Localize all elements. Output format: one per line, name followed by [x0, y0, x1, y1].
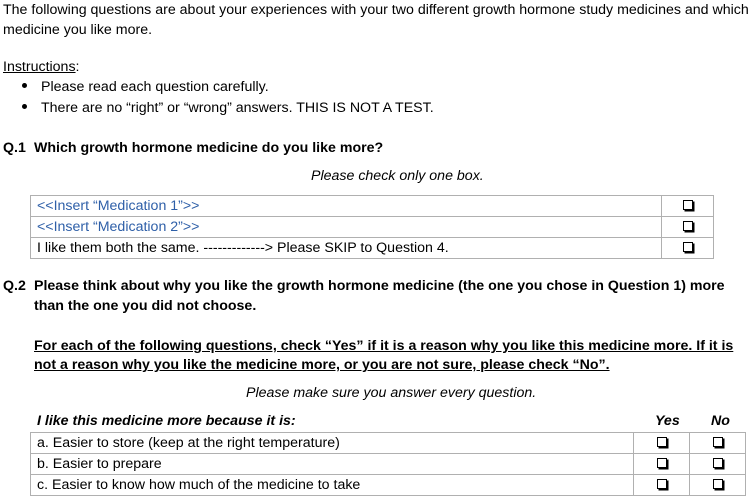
q1-checkbox-cell	[662, 196, 714, 217]
yes-checkbox[interactable]	[657, 458, 667, 468]
q1-checkbox-cell	[662, 217, 714, 238]
table-row	[31, 217, 714, 238]
checkbox[interactable]	[683, 221, 693, 231]
q2-instructions-line2: not a reason why you like the medicine more, or you are not sure, please check “No”.	[34, 357, 610, 373]
table-row	[31, 433, 746, 454]
table-row	[31, 238, 714, 259]
instructions-heading: Instructions:	[3, 59, 80, 75]
q2-question-line1: Please think about why you like the growth hormone medicine (the one you chose in Question 1) more	[34, 278, 725, 294]
q1-number: Q.1	[3, 140, 26, 156]
q2-table-header: I like this medicine more because it is:	[37, 413, 296, 429]
no-checkbox-cell	[690, 454, 746, 475]
q2-note: Please make sure you answer every question.	[246, 385, 537, 401]
bullet-icon	[22, 83, 27, 88]
yes-checkbox-cell	[634, 454, 690, 475]
checkbox[interactable]	[683, 200, 693, 210]
yes-checkbox-cell	[634, 475, 690, 496]
q1-checkbox-cell	[662, 238, 714, 259]
yes-column-header: Yes	[655, 413, 680, 429]
q1-note: Please check only one box.	[311, 168, 484, 184]
q1-option-label: I like them both the same. -------------> Please SKIP to Question 4.	[31, 238, 662, 259]
bullet-item: There are no “right” or “wrong” answers. THIS IS NOT A TEST.	[22, 100, 434, 116]
bullet-icon	[22, 104, 27, 109]
q1-table	[30, 195, 714, 259]
yes-checkbox[interactable]	[657, 437, 667, 447]
q1-question: Which growth hormone medicine do you like more?	[34, 140, 384, 156]
no-column-header: No	[711, 413, 730, 429]
q2-number: Q.2	[3, 278, 26, 294]
yes-checkbox[interactable]	[657, 479, 667, 489]
no-checkbox[interactable]	[713, 458, 723, 468]
no-checkbox[interactable]	[713, 437, 723, 447]
yes-checkbox-cell	[634, 433, 690, 454]
q2-reason-label: a. Easier to store (keep at the right temperature)	[31, 433, 634, 454]
q2-question-line2: than the one you did not choose.	[34, 298, 257, 314]
table-row	[31, 475, 746, 496]
q2-table	[30, 432, 746, 496]
no-checkbox-cell	[690, 475, 746, 496]
q2-reason-label: b. Easier to prepare	[31, 454, 634, 475]
q2-instructions-line1: For each of the following questions, check “Yes” if it is a reason why you like this medicine more. If it is	[34, 338, 734, 354]
q1-option-label: <<Insert “Medication 2”>>	[31, 217, 662, 238]
intro-text: The following questions are about your experiences with your two different growth hormone study medicines and which medicine you like more.	[3, 2, 749, 38]
q1-option-label: <<Insert “Medication 1”>>	[31, 196, 662, 217]
table-row	[31, 196, 714, 217]
checkbox[interactable]	[683, 242, 693, 252]
no-checkbox-cell	[690, 433, 746, 454]
no-checkbox[interactable]	[713, 479, 723, 489]
q2-reason-label: c. Easier to know how much of the medicine to take	[31, 475, 634, 496]
bullet-item: Please read each question carefully.	[22, 79, 269, 95]
table-row	[31, 454, 746, 475]
